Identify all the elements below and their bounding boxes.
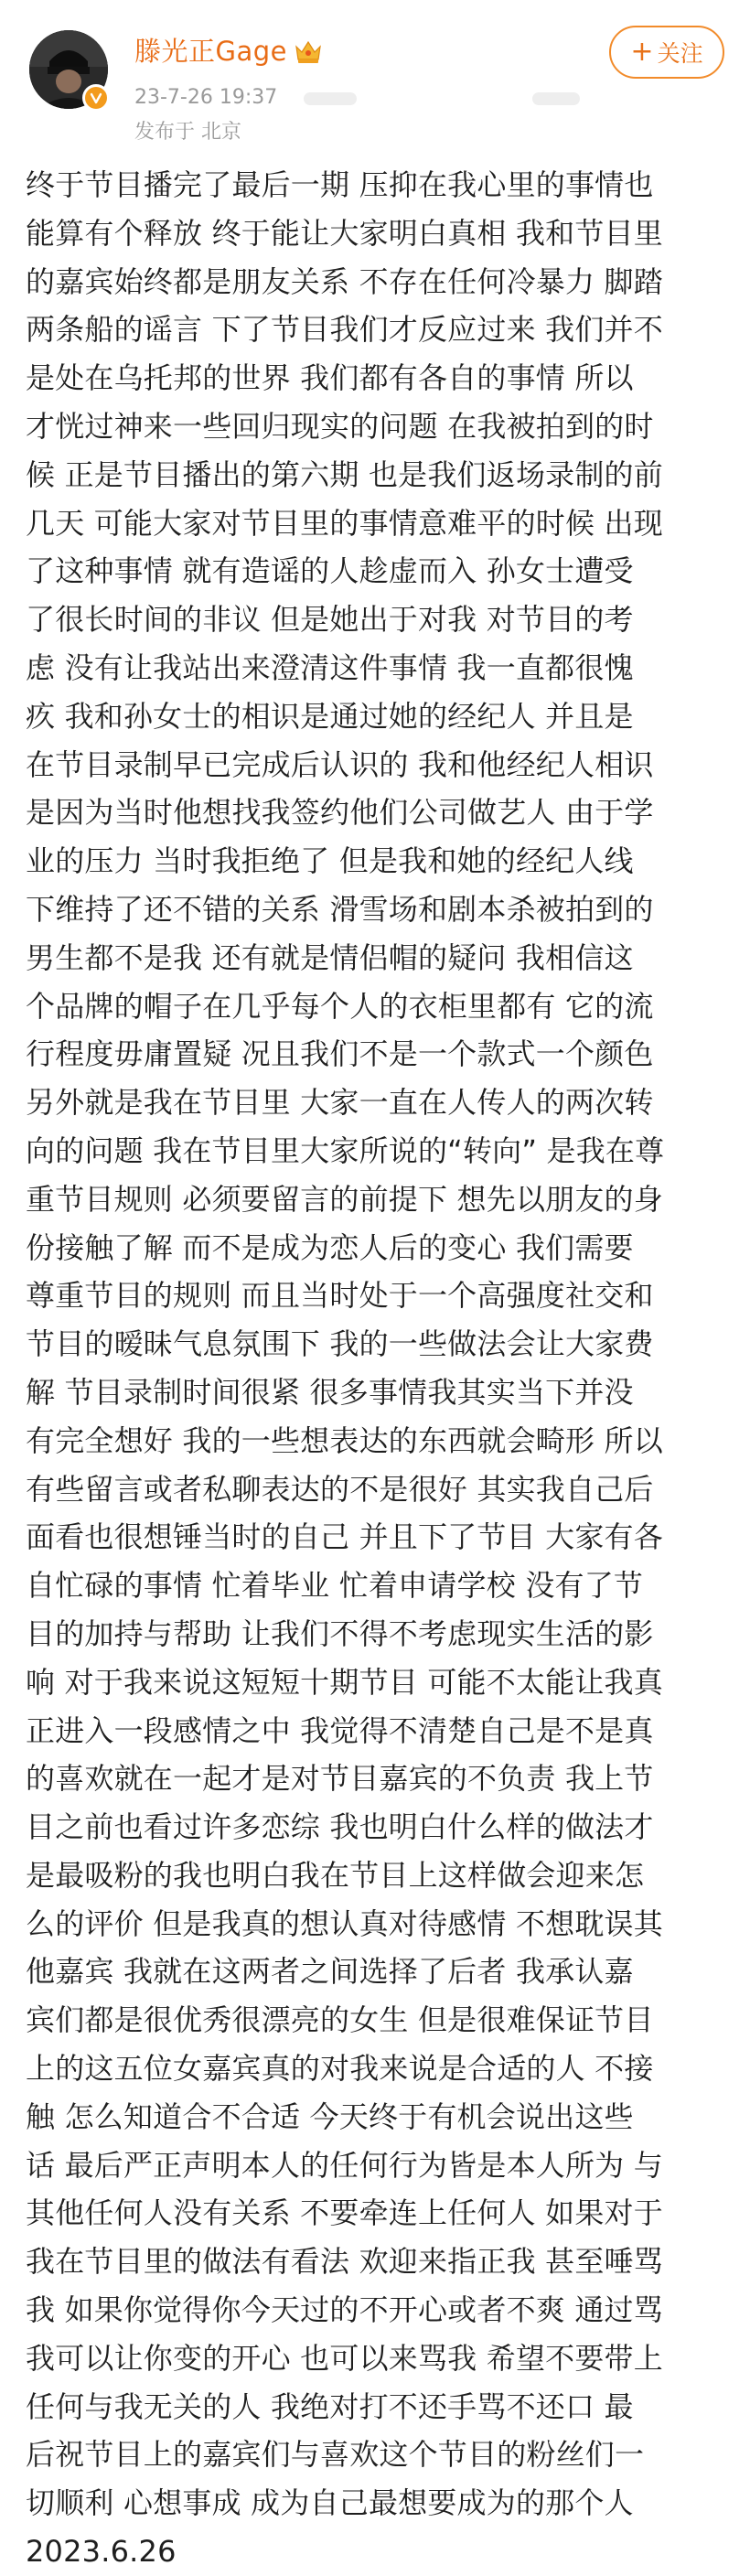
post-body bbox=[26, 161, 730, 2576]
post-text-line: 正进入一段感情之中 我觉得不清楚自己是不是真 bbox=[26, 1712, 654, 1748]
post-text-line: 话 最后严正声明本人的任何行为皆是本人所为 与 bbox=[26, 2147, 663, 2183]
post-text-line: 是处在乌托邦的世界 我们都有各自的事情 所以 bbox=[26, 360, 634, 396]
post-text-line: 的喜欢就在一起才是对节目嘉宾的不负责 我上节 bbox=[26, 1761, 654, 1797]
user-name-row bbox=[134, 35, 324, 68]
post-text-line: 面看也很想锤当时的自己 并且下了节目 大家有各 bbox=[26, 1519, 663, 1555]
post-text-line: 么的评价 但是我真的想认真对待感情 不想耽误其 bbox=[26, 1905, 663, 1941]
plus-icon: + bbox=[630, 36, 654, 68]
post-text-line: 份接触了解 而不是成为恋人后的变心 我们需要 bbox=[26, 1229, 634, 1265]
blurred-text bbox=[304, 92, 357, 105]
vip-crown-icon[interactable] bbox=[293, 38, 324, 65]
post-text-line: 节目的暧昧气息氛围下 我的一些做法会让大家费 bbox=[26, 1326, 654, 1362]
post-text-line: 下维持了还不错的关系 滑雪场和剧本杀被拍到的 bbox=[26, 891, 654, 927]
follow-label: 关注 bbox=[657, 40, 703, 67]
post-text-line: 几天 可能大家对节目里的事情意难平的时候 出现 bbox=[26, 505, 663, 541]
post-text-line: 上的这五位女嘉宾真的对我来说是合适的人 不接 bbox=[26, 2051, 654, 2087]
post-text-line: 行程度毋庸置疑 况且我们不是一个款式一个颜色 bbox=[26, 1036, 654, 1072]
post-text-line: 我可以让你变的开心 也可以来骂我 希望不要带上 bbox=[26, 2340, 663, 2376]
post-text-line: 重节目规则 必须要留言的前提下 想先以朋友的身 bbox=[26, 1181, 663, 1217]
post-text-line: 向的问题 我在节目里大家所说的“转向” 是我在尊 bbox=[26, 1132, 665, 1168]
post-text-line: 2023.6.26 bbox=[26, 2534, 177, 2570]
follow-button[interactable] bbox=[609, 26, 724, 79]
post-text-line: 我 如果你觉得你今天过的不开心或者不爽 通过骂 bbox=[26, 2292, 663, 2328]
post-text-line: 是因为当时他想找我签约他们公司做艺人 由于学 bbox=[26, 795, 654, 831]
verified-badge-icon bbox=[82, 84, 110, 112]
post-header bbox=[0, 0, 750, 156]
post-text-line: 在节目录制早已完成后认识的 我和他经纪人相识 bbox=[26, 746, 654, 782]
post-text-line: 切顺利 心想事成 成为自己最想要成为的那个人 bbox=[26, 2485, 634, 2521]
post-text-line: 疚 我和孙女士的相识是通过她的经纪人 并且是 bbox=[26, 698, 634, 734]
post-location: 发布于 北京 bbox=[134, 121, 241, 144]
post-text-line: 后祝节目上的嘉宾们与喜欢这个节目的粉丝们一 bbox=[26, 2437, 645, 2473]
post-text-line: 其他任何人没有关系 不要牵连上任何人 如果对于 bbox=[26, 2195, 663, 2231]
post-text-line: 业的压力 当时我拒绝了 但是我和她的经纪人线 bbox=[26, 843, 634, 879]
post-text-line: 任何与我无关的人 我绝对打不还手骂不还口 最 bbox=[26, 2388, 634, 2424]
post-text-line: 自忙碌的事情 忙着毕业 忙着申请学校 没有了节 bbox=[26, 1568, 644, 1604]
post-text-line: 虑 没有让我站出来澄清这件事情 我一直都很愧 bbox=[26, 649, 634, 685]
post-text-line: 我在节目里的做法有看法 欢迎来指正我 甚至唾骂 bbox=[26, 2244, 663, 2280]
user-name[interactable]: 滕光正Gage bbox=[134, 36, 287, 67]
post-text-line: 个品牌的帽子在几乎每个人的衣柜里都有 它的流 bbox=[26, 988, 654, 1024]
post-time: 23-7-26 19:37 bbox=[134, 86, 278, 109]
post-text-line: 宾们都是很优秀很漂亮的女生 但是很难保证节目 bbox=[26, 2002, 654, 2038]
post-text-line: 的嘉宾始终都是朋友关系 不存在任何冷暴力 脚踏 bbox=[26, 263, 663, 299]
post-text-line: 解 节目录制时间很紧 很多事情我其实当下并没 bbox=[26, 1374, 634, 1410]
post-text-line: 目的加持与帮助 让我们不得不考虑现实生活的影 bbox=[26, 1615, 654, 1651]
post-text-line: 两条船的谣言 下了节目我们才反应过来 我们并不 bbox=[26, 312, 663, 348]
post-text-line: 响 对于我来说这短短十期节目 可能不太能让我真 bbox=[26, 1664, 663, 1700]
post-text-line: 终于节目播完了最后一期 压抑在我心里的事情也 bbox=[26, 167, 654, 202]
post-text-line: 候 正是节目播出的第六期 也是我们返场录制的前 bbox=[26, 456, 663, 492]
post-text-line: 男生都不是我 还有就是情侣帽的疑问 我相信这 bbox=[26, 939, 634, 975]
post-text-line: 有完全想好 我的一些想表达的东西就会畸形 所以 bbox=[26, 1422, 663, 1458]
post-text-line: 才恍过神来一些回归现实的问题 在我被拍到的时 bbox=[26, 408, 654, 444]
post-text-line: 触 怎么知道合不合适 今天终于有机会说出这些 bbox=[26, 2098, 634, 2134]
post-text-line: 能算有个释放 终于能让大家明白真相 我和节目里 bbox=[26, 215, 663, 251]
post-text-line: 他嘉宾 我就在这两者之间选择了后者 我承认嘉 bbox=[26, 1954, 634, 1990]
post-text-line: 另外就是我在节目里 大家一直在人传人的两次转 bbox=[26, 1085, 654, 1121]
post-text-line: 是最吸粉的我也明白我在节目上这样做会迎来怎 bbox=[26, 1857, 645, 1893]
post-text-line: 有些留言或者私聊表达的不是很好 其实我自己后 bbox=[26, 1471, 654, 1507]
blurred-text bbox=[532, 92, 580, 105]
post-text-line: 目之前也看过许多恋综 我也明白什么样的做法才 bbox=[26, 1809, 654, 1845]
post-text-line: 了这种事情 就有造谣的人趁虚而入 孙女士遭受 bbox=[26, 553, 634, 589]
post-text-line: 尊重节目的规则 而且当时处于一个高强度社交和 bbox=[26, 1278, 654, 1314]
post-text-line: 了很长时间的非议 但是她出于对我 对节目的考 bbox=[26, 602, 634, 638]
